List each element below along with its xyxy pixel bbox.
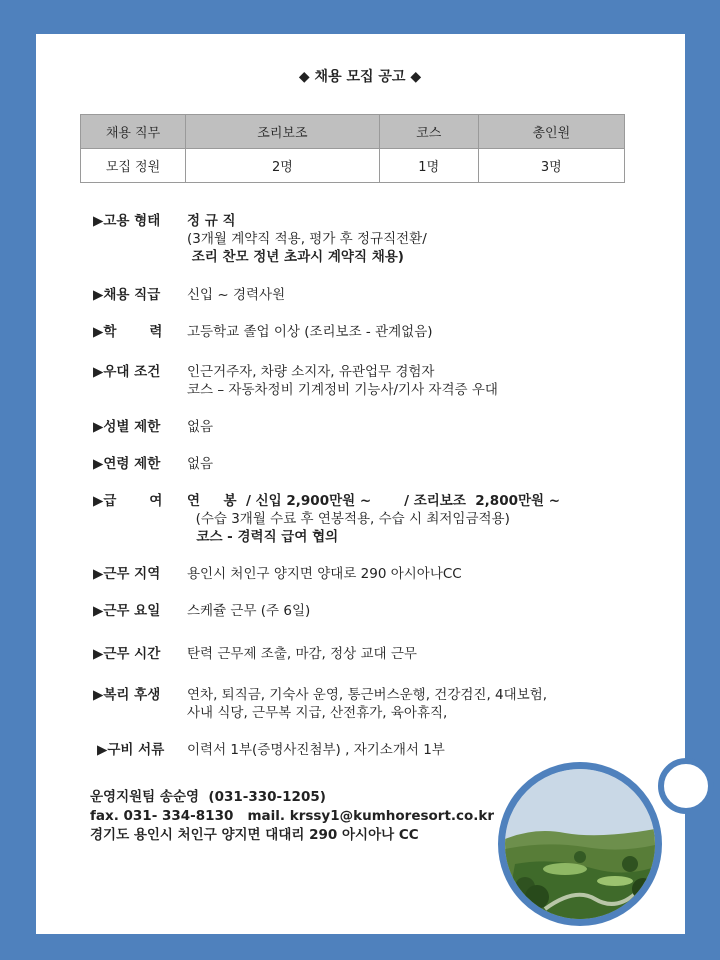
section-work-location (93, 565, 462, 583)
section-label: ▶고용 형태 (93, 213, 161, 229)
section-employment-type (93, 212, 427, 266)
section-label: ▶연령 제한 (93, 456, 161, 472)
table-header-cell: 코스 (379, 115, 478, 149)
table-row (81, 149, 625, 183)
contact-fax-mail: fax. 031- 334-8130 mail. krssy1@kumhoresort.co.kr (90, 808, 495, 824)
section-value: 고등학교 졸업 이상 (조리보조 - 관계없음) (187, 324, 433, 340)
section-work-hours (93, 645, 417, 663)
section-value: (수습 3개월 수료 후 연봉적용, 수습 시 최저임금적용) (187, 511, 510, 527)
section-job-level (93, 286, 285, 304)
recruitment-table (80, 114, 625, 183)
section-label: ▶우대 조건 (93, 364, 161, 380)
section-label: ▶채용 직급 (93, 287, 161, 303)
table-cell: 모집 정원 (81, 149, 186, 183)
section-label: ▶구비 서류 (97, 742, 165, 758)
table-header-cell: 채용 직무 (81, 115, 186, 149)
section-value: 탄력 근무제 조출, 마감, 정상 교대 근무 (187, 646, 417, 662)
contact-address: 경기도 용인시 처인구 양지면 대대리 290 아시아나 CC (90, 827, 419, 843)
table-cell: 1명 (379, 149, 478, 183)
section-value: 없음 (187, 456, 214, 472)
table-header-cell: 조리보조 (186, 115, 380, 149)
section-gender (93, 418, 213, 436)
section-value: (3개월 계약직 적용, 평가 후 정규직전환/ (187, 231, 427, 247)
section-label: ▶근무 요일 (93, 603, 161, 619)
section-value: 인근거주자, 차량 소지자, 유관업무 경험자 (187, 364, 435, 380)
section-label: ▶근무 지역 (93, 566, 161, 582)
section-benefits (93, 686, 547, 722)
section-value: 없음 (187, 419, 214, 435)
section-value: 스케쥴 근무 (주 6일) (187, 603, 311, 619)
section-value: 이력서 1부(증명사진첨부) , 자기소개서 1부 (187, 742, 445, 758)
section-education (93, 323, 433, 341)
section-age (93, 455, 213, 473)
section-value: 연차, 퇴직금, 기숙사 운영, 통근버스운행, 건강검진, 4대보험, (187, 687, 548, 703)
section-label: ▶급 여 (93, 493, 163, 509)
table-cell: 2명 (186, 149, 380, 183)
section-preference (93, 363, 498, 399)
section-value: 용인시 처인구 양지면 양대로 290 아시아나CC (187, 566, 462, 582)
section-salary (93, 492, 560, 546)
table-header-cell: 총인원 (478, 115, 624, 149)
section-label: ▶성별 제한 (93, 419, 161, 435)
section-label: ▶근무 시간 (93, 646, 161, 662)
decorative-ring (658, 758, 714, 814)
page-title: ◆ 채용 모집 공고 ◆ (298, 69, 422, 85)
golf-course-photo (498, 762, 662, 926)
section-value: 코스 - 경력직 급여 협의 (187, 529, 339, 545)
table-cell: 3명 (478, 149, 624, 183)
section-label: ▶복리 후생 (93, 687, 161, 703)
section-work-days (93, 602, 310, 620)
contact-team-phone: 운영지원팀 송순영 (031-330-1205) (90, 789, 326, 805)
section-documents (97, 741, 445, 759)
section-label: ▶학 력 (93, 324, 163, 340)
table-header-row (81, 115, 625, 149)
section-value: 연 봉 / 신입 2,900만원 ~ / 조리보조 2,800만원 ~ (187, 493, 561, 509)
section-value: 코스 – 자동차정비 기계정비 기능사/기사 자격증 우대 (187, 382, 498, 398)
section-value: 조리 찬모 정년 초과시 계약직 채용) (187, 249, 404, 265)
section-value: 사내 식당, 근무복 지급, 산전휴가, 육아휴직, (187, 705, 448, 721)
contact-block (90, 788, 494, 845)
section-value: 정 규 직 (187, 213, 236, 229)
section-value: 신입 ~ 경력사원 (187, 287, 286, 303)
